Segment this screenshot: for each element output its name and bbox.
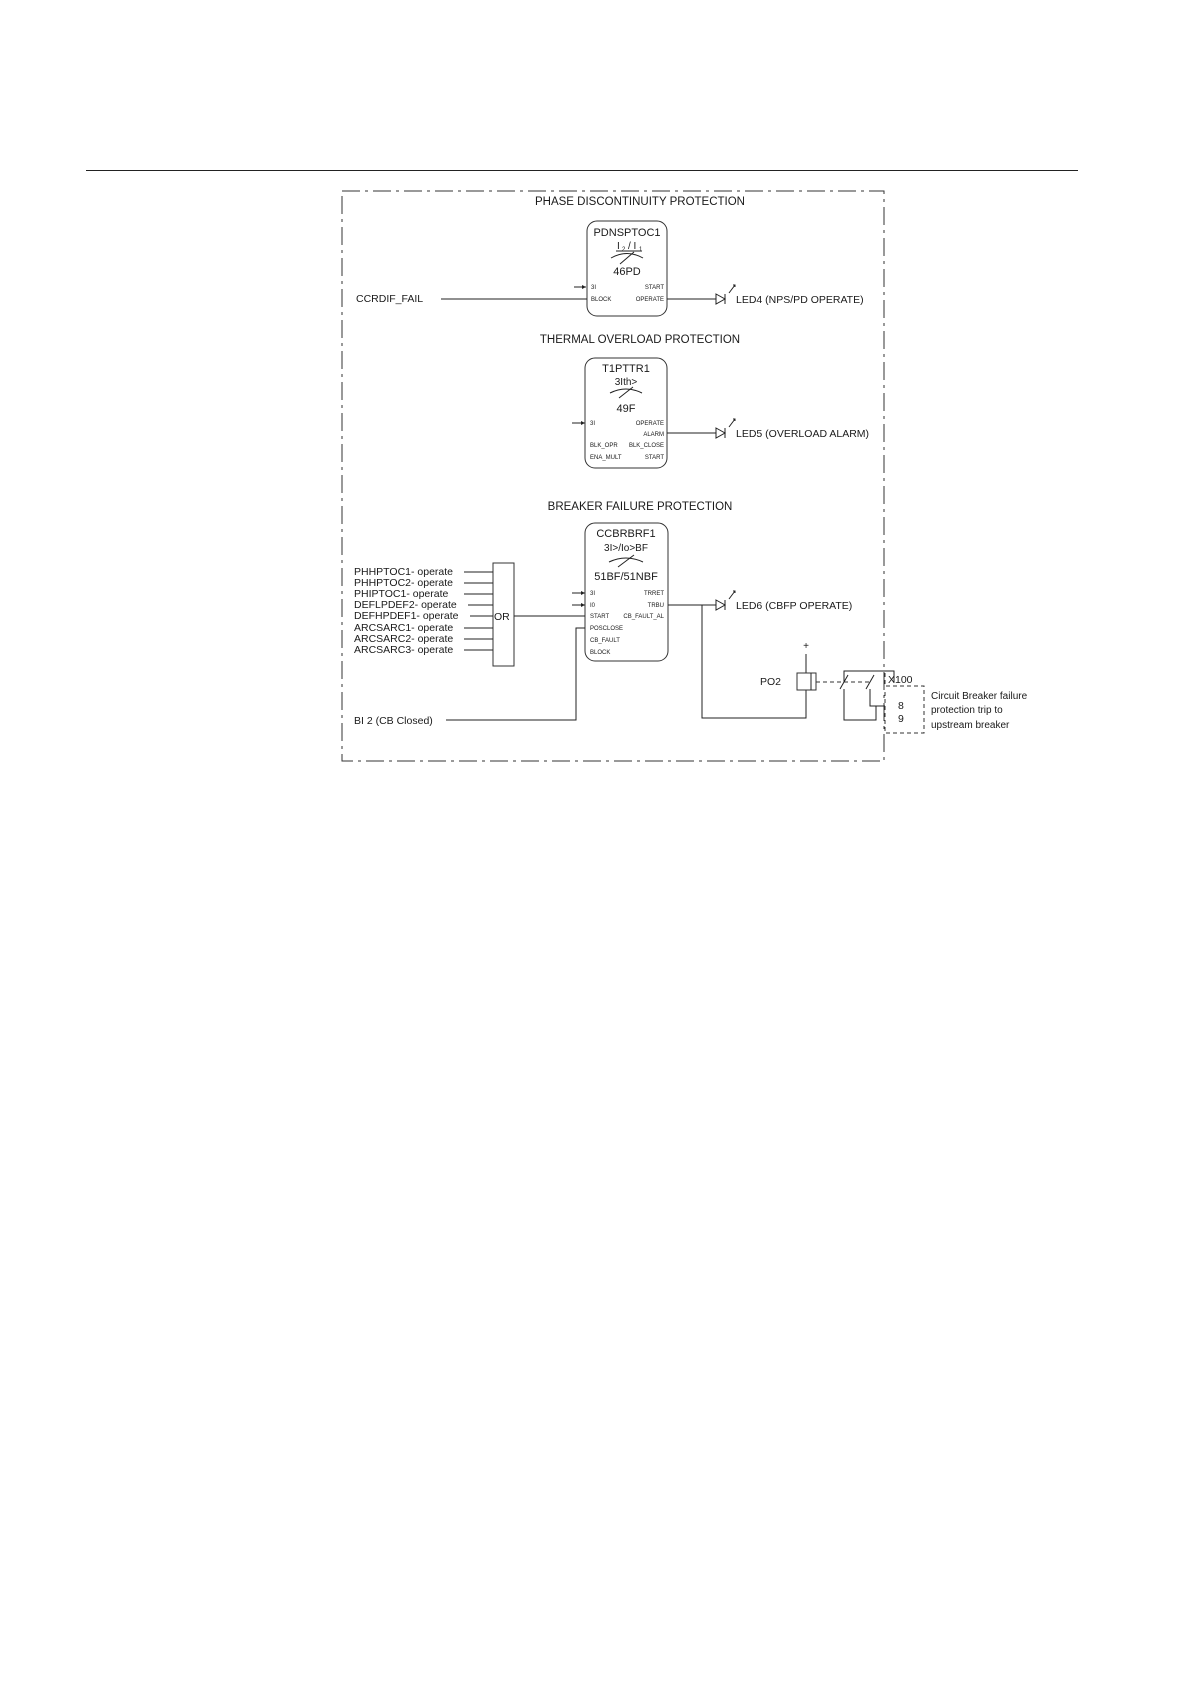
svg-text:1: 1 — [639, 247, 643, 253]
trbu-to-relay-wire — [702, 605, 806, 718]
led4-diode-icon — [716, 285, 735, 304]
section-title-phase-discontinuity: PHASE DISCONTINUITY PROTECTION — [534, 196, 746, 208]
ccbrbrf-out-cb-fault-al: CB_FAULT_AL — [623, 614, 664, 620]
t1pttr-out-operate: OPERATE — [635, 421, 664, 427]
terminal-x100: X100 — [888, 674, 913, 686]
t1pttr-in-ena-mult: ENA_MULT — [590, 455, 622, 461]
pdnsptoc-in-block: BLOCK — [591, 297, 612, 303]
relay-label: PO2 — [760, 676, 782, 688]
ccbrbrf-in-start: START — [590, 614, 610, 620]
ccbrbrf-out-trret: TRRET — [644, 591, 664, 597]
t1pttr-out-start: START — [644, 455, 664, 461]
led6-diode-icon — [716, 591, 735, 610]
t1pttr-code: 49F — [616, 403, 636, 415]
pdnsptoc-out-start: START — [644, 285, 664, 291]
t1pttr-out-blk-close: BLK_CLOSE — [628, 443, 664, 449]
terminal-pin-9: 9 — [898, 713, 904, 725]
signal-bi2: BI 2 (CB Closed) — [354, 715, 433, 727]
led4-label: LED4 (NPS/PD OPERATE) — [736, 294, 864, 306]
relay-plus-label: + — [803, 641, 809, 652]
or-input-label: ARCSARC3- operate — [354, 644, 454, 656]
svg-text:I: I — [617, 241, 620, 252]
or-input-label: PHIPTOC1- operate — [354, 588, 449, 600]
ccbrbrf-in-cb-fault: CB_FAULT — [590, 638, 620, 644]
t1pttr-out-alarm: ALARM — [643, 432, 664, 438]
section-title-thermal-overload: THERMAL OVERLOAD PROTECTION — [539, 334, 741, 346]
t1pttr-3i-arrow-icon — [572, 421, 585, 425]
ccbrbrf-i0-arrow-icon — [572, 603, 585, 607]
ccbrbrf-3i-arrow-icon — [572, 591, 585, 595]
cbfp-description-line3: upstream breaker — [931, 720, 1010, 731]
t1pttr-name: T1PTTR1 — [602, 363, 650, 375]
ccbrbrf-symbol: 3I>/Io>BF — [604, 543, 648, 554]
relay-contact-icon — [840, 671, 894, 720]
ccbrbrf-in-3i: 3I — [590, 591, 596, 597]
led5-diode-icon — [716, 419, 735, 438]
or-gate-label: OR — [494, 611, 510, 623]
t1pttr-in-3i: 3I — [590, 421, 596, 427]
pdnsptoc-code: 46PD — [613, 266, 641, 278]
ccbrbrf-in-i0: I0 — [590, 603, 596, 609]
svg-text:2: 2 — [622, 247, 626, 253]
or-input-label: DEFLPDEF2- operate — [354, 599, 457, 611]
led5-label: LED5 (OVERLOAD ALARM) — [736, 428, 870, 440]
pdnsptoc-in-3i: 3I — [591, 285, 597, 291]
cbfp-description-line1: Circuit Breaker failure — [931, 691, 1028, 702]
pdnsptoc-3i-arrow-icon — [574, 285, 586, 289]
or-input-label: PHHPTOC1- operate — [354, 566, 454, 578]
pdnsptoc-out-operate: OPERATE — [635, 297, 664, 303]
ccbrbrf-out-trbu: TRBU — [647, 603, 664, 609]
t1pttr-in-blk-opr: BLK_OPR — [590, 443, 618, 449]
t1pttr-symbol: 3Ith> — [614, 377, 638, 388]
pdnsptoc-name: PDNSPTOC1 — [593, 227, 661, 239]
ccbrbrf-in-posclose: POSCLOSE — [590, 626, 624, 632]
signal-ccrdif-fail: CCRDIF_FAIL — [356, 293, 424, 305]
ccbrbrf-code: 51BF/51NBF — [594, 571, 658, 583]
svg-text:/ I: / I — [628, 241, 637, 252]
bi2-wire — [446, 628, 585, 720]
ccbrbrf-in-block: BLOCK — [590, 650, 611, 656]
ccbrbrf-name: CCBRBRF1 — [596, 528, 656, 540]
relay-coil — [797, 673, 816, 690]
led6-label: LED6 (CBFP OPERATE) — [736, 600, 853, 612]
or-input-label: DEFHPDEF1- operate — [354, 610, 459, 622]
or-gate-inputs — [354, 566, 493, 656]
cbfp-description-line2: protection trip to — [931, 705, 1003, 716]
or-input-label: ARCSARC1- operate — [354, 622, 454, 634]
or-input-label: ARCSARC2- operate — [354, 633, 454, 645]
or-input-label: PHHPTOC2- operate — [354, 577, 454, 589]
section-title-breaker-failure: BREAKER FAILURE PROTECTION — [547, 501, 733, 513]
terminal-pin-8: 8 — [898, 700, 904, 712]
